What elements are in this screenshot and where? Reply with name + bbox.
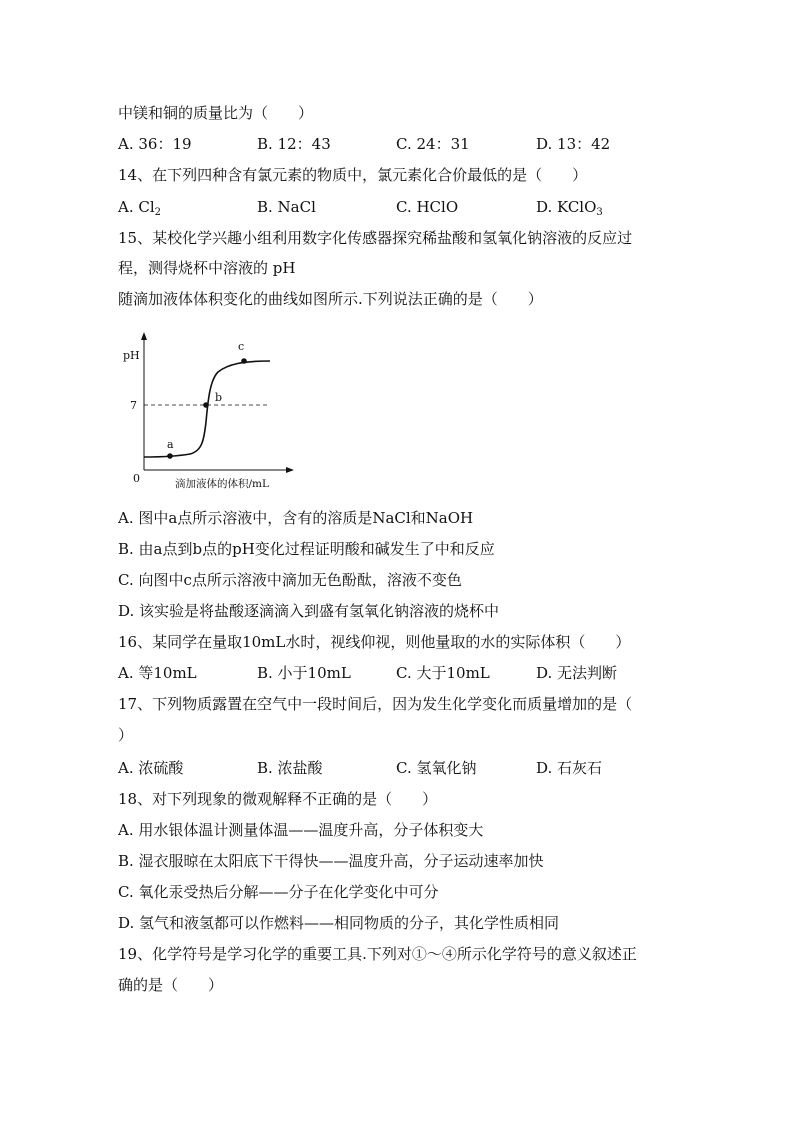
point-c-label: c: [238, 340, 245, 353]
q16-option-a: A. 等10mL: [118, 664, 197, 682]
y-axis-label: pH: [123, 349, 140, 362]
q14-option-c: C. HClO: [396, 198, 459, 216]
point-a-label: a: [167, 438, 174, 451]
ph-curve: [144, 361, 270, 457]
q18-option-a: A. 用水银体温计测量体温——温度升高，分子体积变大: [118, 821, 484, 839]
question-15-stem-2: 程，测得烧杯中溶液的 pH: [118, 259, 296, 277]
point-c-marker: [241, 358, 247, 364]
x-axis-arrow: [286, 467, 294, 473]
q14-option-b: B. NaCl: [257, 198, 316, 216]
y-tick-7: 7: [130, 399, 137, 412]
x-axis-label: 滴加液体的体积/mL: [175, 478, 269, 490]
point-a-marker: [167, 453, 173, 459]
y-axis-arrow: [141, 332, 147, 340]
q13-option-d: D. 13：42: [536, 135, 611, 153]
origin-label: 0: [133, 472, 140, 485]
question-19-stem-1: 19、化学符号是学习化学的重要工具.下列对①～④所示化学符号的意义叙述正: [118, 945, 637, 963]
q15-option-b: B. 由a点到b点的pH变化过程证明酸和碱发生了中和反应: [118, 540, 495, 558]
question-15-stem-3: 随滴加液体体积变化的曲线如图所示.下列说法正确的是（ ）: [118, 290, 543, 308]
point-b-label: b: [215, 391, 223, 404]
point-b-marker: [203, 402, 209, 408]
question-17-stem-1: 17、下列物质露置在空气中一段时间后，因为发生化学变化而质量增加的是（: [118, 695, 633, 713]
question-19-stem-2: 确的是（ ）: [118, 976, 224, 994]
ph-titration-chart: [118, 330, 298, 495]
q18-option-c: C. 氧化汞受热后分解——分子在化学变化中可分: [118, 883, 439, 901]
ph-chart-svg: [118, 330, 298, 495]
question-13-stem-end: 中镁和铜的质量比为（ ）: [118, 104, 314, 122]
question-17-stem-2: ）: [118, 726, 134, 744]
q15-option-c: C. 向图中c点所示溶液中滴加无色酚酞，溶液不变色: [118, 571, 462, 589]
q16-option-d: D. 无法判断: [536, 664, 618, 682]
question-16-stem: 16、某同学在量取10mL水时，视线仰视，则他量取的水的实际体积（ ）: [118, 633, 631, 651]
q13-option-c: C. 24：31: [396, 135, 470, 153]
q15-option-a: A. 图中a点所示溶液中，含有的溶质是NaCl和NaOH: [118, 509, 474, 527]
q15-option-d: D. 该实验是将盐酸逐滴滴入到盛有氢氧化钠溶液的烧杯中: [118, 602, 500, 620]
q13-option-a: A. 36：19: [118, 135, 192, 153]
question-14-stem: 14、在下列四种含有氯元素的物质中，氯元素化合价最低的是（ ）: [118, 166, 588, 184]
q16-option-c: C. 大于10mL: [396, 664, 490, 682]
q14-option-d: D. KClO$_3$: [536, 198, 603, 218]
q18-option-b: B. 湿衣服晾在太阳底下干得快——温度升高，分子运动速率加快: [118, 852, 544, 870]
q18-option-d: D. 氢气和液氢都可以作燃料——相同物质的分子，其化学性质相同: [118, 914, 560, 932]
question-18-stem: 18、对下列现象的微观解释不正确的是（ ）: [118, 790, 438, 808]
q14-option-a: A. $Cl_2$: [118, 198, 162, 218]
q17-option-a: A. 浓硫酸: [118, 759, 184, 777]
q17-option-b: B. 浓盐酸: [257, 759, 323, 777]
question-15-stem-1: 15、某校化学兴趣小组利用数字化传感器探究稀盐酸和氢氧化钠溶液的反应过: [118, 229, 633, 247]
q17-option-c: C. 氢氧化钠: [396, 759, 477, 777]
q16-option-b: B. 小于10mL: [257, 664, 351, 682]
q17-option-d: D. 石灰石: [536, 759, 603, 777]
q13-option-b: B. 12：43: [257, 135, 331, 153]
